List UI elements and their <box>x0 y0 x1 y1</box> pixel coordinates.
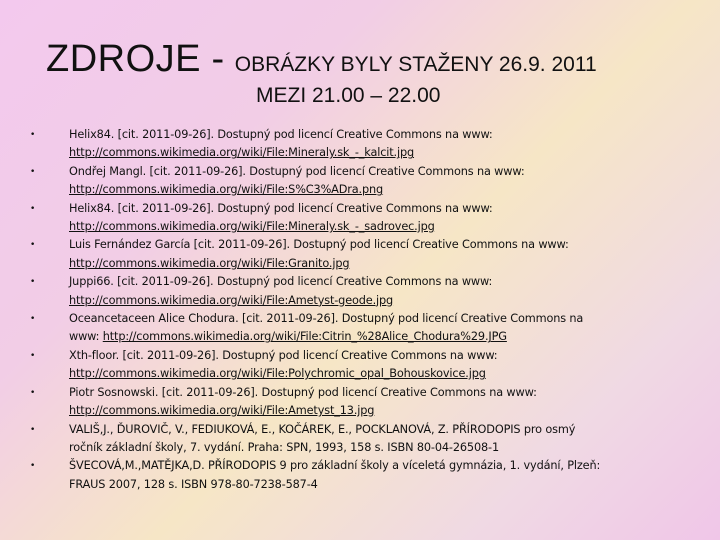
title-main: ZDROJE <box>46 38 201 80</box>
bullet-icon: • <box>30 387 36 398</box>
bullet-icon: • <box>30 461 36 472</box>
reference-link[interactable]: http://commons.wikimedia.org/wiki/File:Polychromic_opal_Bohouskovice.jpg <box>69 367 486 381</box>
reference-item <box>30 273 702 310</box>
reference-link[interactable]: http://commons.wikimedia.org/wiki/File:Ametyst_13.jpg <box>69 404 375 418</box>
reference-link[interactable]: http://commons.wikimedia.org/wiki/File:S%C3%ADra.png <box>69 183 384 197</box>
reference-text: ŠVECOVÁ,M.,MATĚJKA,D. PŘÍRODOPIS 9 pro základní školy a víceletá gymnázia, 1. vydání, Plzeň: <box>69 459 601 473</box>
reference-link[interactable]: http://commons.wikimedia.org/wiki/File:Mineraly.sk_-_kalcit.jpg <box>69 146 415 160</box>
reference-text: Oceancetaceen Alice Chodura. [cit. 2011-09-26]. Dostupný pod licencí Creative Commons na <box>69 312 584 326</box>
title-subtitle-line2: MEZI 21.00 – 22.00 <box>256 84 441 107</box>
reference-item <box>30 236 702 273</box>
title-subtitle-line1: OBRÁZKY BYLY STAŽENY 26.9. 2011 <box>234 53 597 76</box>
reference-text: VALIŠ,J., ĎUROVIČ, V., FEDIUKOVÁ, E., KOČÁREK, E., POCKLANOVÁ, Z. PŘÍRODOPIS pro osmý <box>69 422 576 436</box>
reference-text: Juppi66. [cit. 2011-09-26]. Dostupný pod licencí Creative Commons na www: <box>69 275 493 289</box>
reference-item <box>30 347 702 384</box>
slide-title <box>46 38 597 81</box>
reference-text-continued: ročník základní školy, 7. vydání. Praha: SPN, 1993, 158 s. ISBN 80-04-26508-1 <box>69 440 499 454</box>
reference-link[interactable]: http://commons.wikimedia.org/wiki/File:Citrin_%28Alice_Chodura%29.JPG <box>102 330 507 344</box>
bullet-icon: • <box>30 314 36 325</box>
bullet-icon: • <box>30 203 36 214</box>
reference-text: Helix84. [cit. 2011-09-26]. Dostupný pod licencí Creative Commons na www: <box>69 201 493 215</box>
reference-item <box>30 384 702 421</box>
reference-link[interactable]: http://commons.wikimedia.org/wiki/File:Granito.jpg <box>69 256 350 270</box>
reference-link[interactable]: http://commons.wikimedia.org/wiki/File:Ametyst-geode.jpg <box>69 293 394 307</box>
reference-list <box>30 126 702 494</box>
bullet-icon: • <box>30 424 36 435</box>
reference-item <box>30 457 702 494</box>
bullet-icon: • <box>30 166 36 177</box>
reference-text-continued: FRAUS 2007, 128 s. ISBN 978-80-7238-587-4 <box>69 477 318 491</box>
bullet-icon: • <box>30 350 36 361</box>
reference-text: Luis Fernández García [cit. 2011-09-26]. Dostupný pod licencí Creative Commons na www: <box>69 238 569 252</box>
reference-text: Piotr Sosnowski. [cit. 2011-09-26]. Dostupný pod licencí Creative Commons na www: <box>69 385 537 399</box>
reference-text: Ondřej Mangl. [cit. 2011-09-26]. Dostupný pod licencí Creative Commons na www: <box>69 164 525 178</box>
reference-link-prefix: www: <box>69 330 103 344</box>
reference-item <box>30 163 702 200</box>
bullet-icon: • <box>30 277 36 288</box>
reference-link[interactable]: http://commons.wikimedia.org/wiki/File:Mineraly.sk_-_sadrovec.jpg <box>69 220 435 234</box>
reference-item <box>30 421 702 458</box>
title-dash: - <box>201 38 235 80</box>
bullet-icon: • <box>30 130 36 140</box>
reference-text: Xth-floor. [cit. 2011-09-26]. Dostupný pod licencí Creative Commons na www: <box>69 348 498 362</box>
bullet-icon: • <box>30 240 36 251</box>
reference-link-line <box>69 328 702 346</box>
reference-text: Helix84. [cit. 2011-09-26]. Dostupný pod licencí Creative Commons na www: <box>69 128 493 141</box>
reference-item <box>30 126 702 163</box>
reference-item <box>30 200 702 237</box>
reference-item <box>30 310 702 347</box>
